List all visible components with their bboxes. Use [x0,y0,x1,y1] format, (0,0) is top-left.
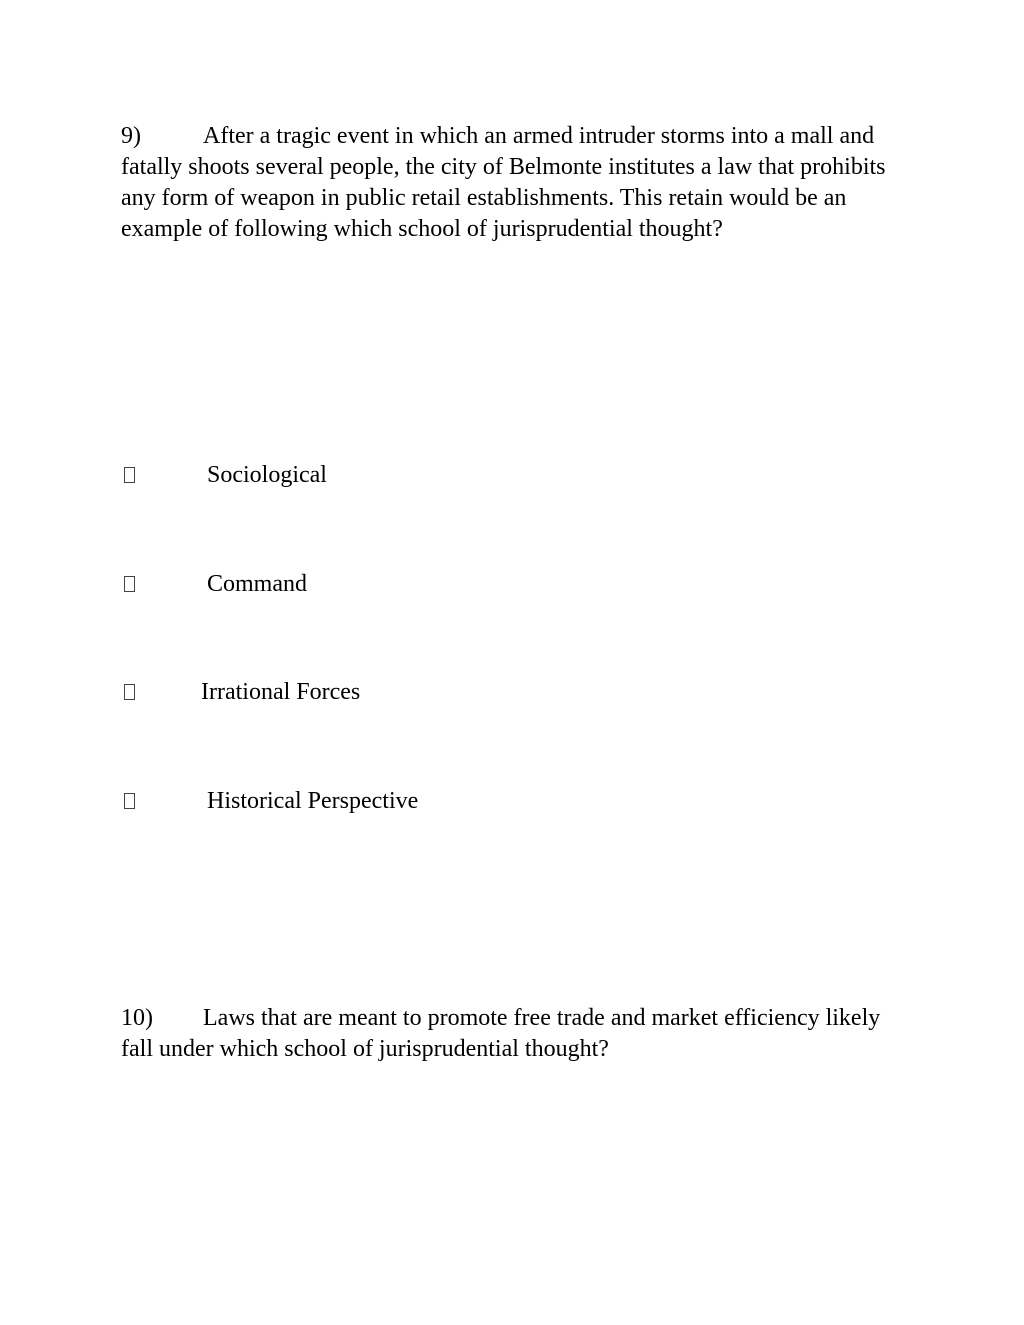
missing-glyph-box-icon [124,793,135,809]
question-number: 10) [121,1005,153,1031]
missing-glyph-box-icon [124,467,135,483]
option-label: Sociological [207,462,327,488]
missing-glyph-box-icon [124,684,135,700]
option-label: Command [207,571,307,597]
question-number: 9) [121,123,141,149]
missing-glyph-box-icon [124,576,135,592]
question-text: After a tragic event in which an armed intruder storms into a mall and fatally shoots several people, the city of Belmonte institutes a law that prohibits any form of weapon in public retail establishments. This retain would be an example of following which school of jurisprudential thought? [121,123,886,242]
question-9 [121,121,911,245]
question-10 [121,1003,911,1065]
question-text: Laws that are meant to promote free trade and market efficiency likely fall under which school of jurisprudential thought? [121,1005,881,1062]
option-label: Irrational Forces [201,679,361,705]
option-label: Historical Perspective [207,788,419,814]
